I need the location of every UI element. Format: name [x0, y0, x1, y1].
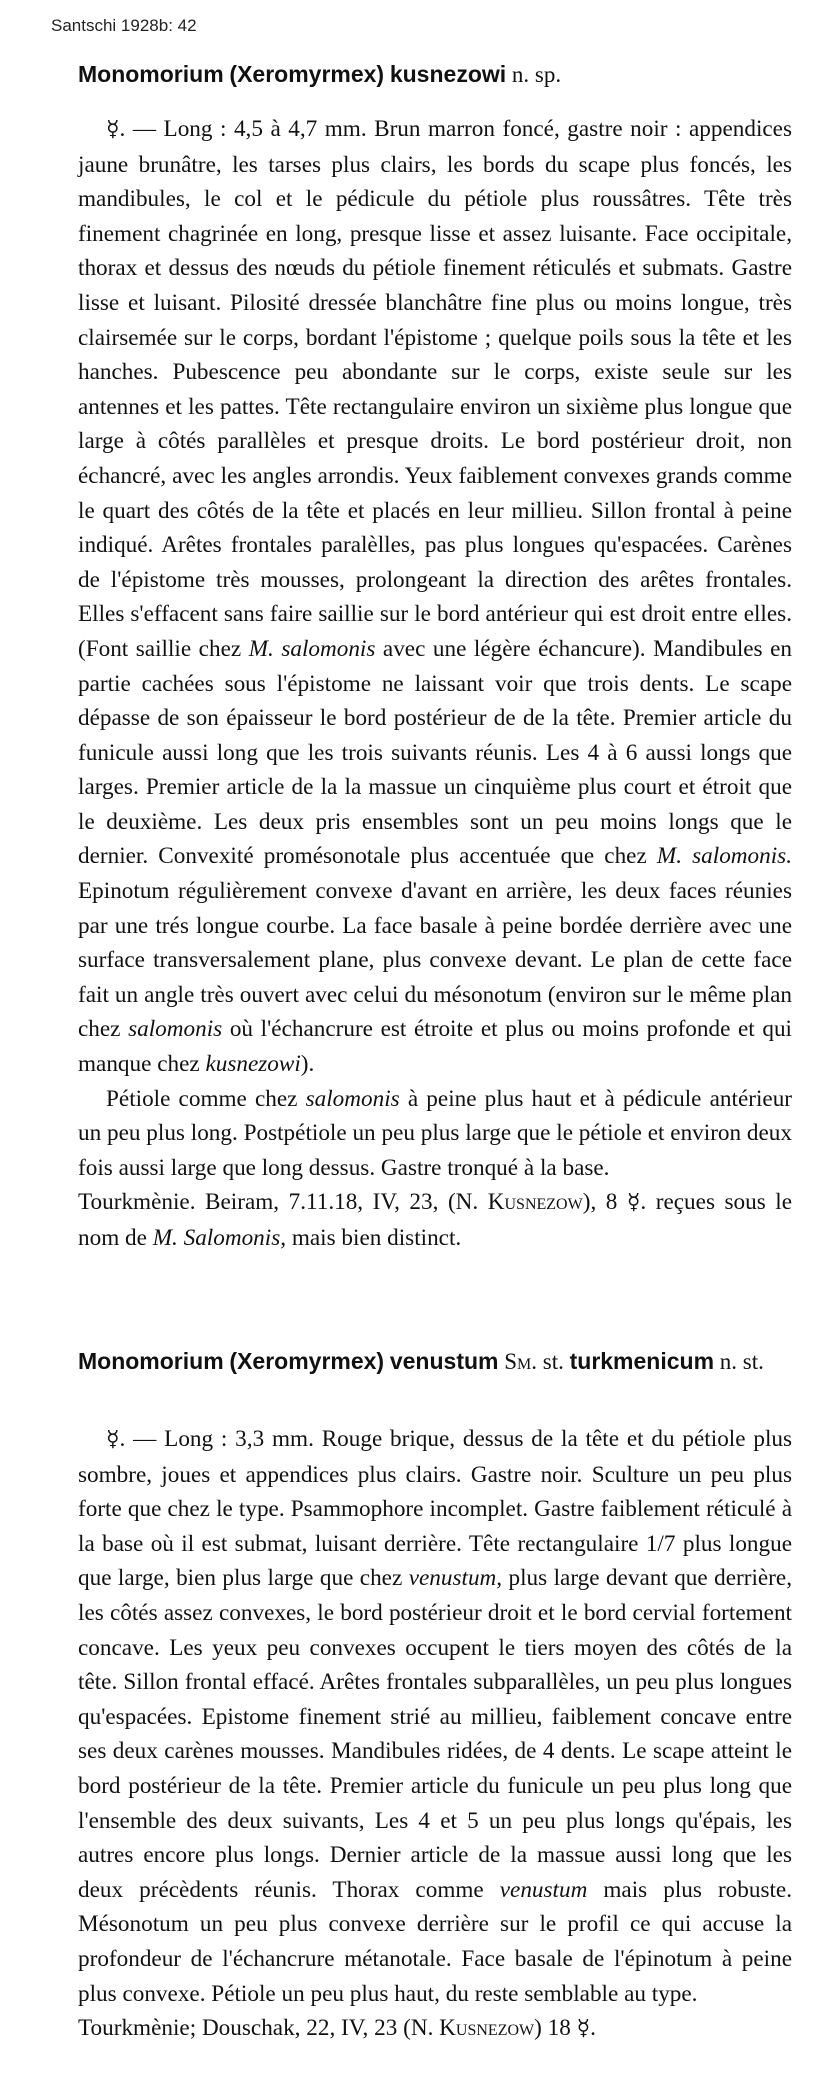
worker-symbol: ☿ [106, 117, 120, 142]
species2-genus: Monomorium [78, 1348, 224, 1374]
species1-desc-b: avec une légère échancure). Mandibules en partie cachées sous l'épistome ne laissant voir que trois dents. Le scape dépasse de son épaisseur le bord postérieur de de la tête. Premier article du funicule aussi long que les trois suivants réunis. Les 4 à 6 aussi longs que larges. Premier article de la la massue un cinquième plus court et étroit que le deuxième. Les deux pris ensembles sont un peu moins longs que le dernier. Convexité promésonotale plus accentuée que chez [78, 635, 793, 870]
species2-desc-i1: venustum, [408, 1565, 503, 1592]
species1-desc-i4: kusnezowi [205, 1051, 301, 1078]
species1-collector: Kusnezow [487, 1189, 583, 1216]
worker-symbol: ☿ [576, 2016, 591, 2042]
species1-heading [78, 58, 792, 91]
species1-desc-c: Epinotum régulièrement convexe d'avant en arrière, les deux faces réunies par une trés longue courbe. La face basale à peine bordée derrière avec une surface transversalement plane, plus convexe devant. Le plan de cette face fait un angle très ouvert avec celui du mésonotum (environ sur le même plan chez [78, 878, 792, 1043]
species2-desc-b: plus large devant que derrière, les côtés assez convexes, le bord postérieur droit et le bord cervial fortement concave. Les yeux peu convexes occupent le tiers moyen des côtés de la tête. Sillon frontal effacé. Arêtes frontales subparallèles, un peu plus longues qu'espacées. Epistome finement strié au millieu, faiblement concave entre ses deux carènes mousses. Mandibules ridées, de 4 dents. Le scape atteint le bord postérieur de la tête. Premier article du funicule un peu plus long que l'ensemble des deux suivants, Les 4 et 5 un peu plus longs qu'épais, les autres encore plus longs. Dernier article de la massue aussi long que les deux précèdents réunis. Thorax comme [78, 1565, 792, 1903]
species2-subgenus: (Xeromyrmex) [229, 1348, 385, 1374]
species2-block [78, 1345, 792, 1378]
species1-desc-d: où l'échancrure est étroite et plus ou moins profonde et qui manque chez [78, 1016, 793, 1078]
species2-locality-b: ) 18 [534, 2015, 571, 2042]
species2-description-block [78, 1422, 792, 2047]
species1-petiole-a: Pétiole comme chez [106, 1085, 298, 1112]
citation: Santschi 1928b: 42 [51, 16, 197, 35]
species1-desc-i3: salomonis [128, 1016, 223, 1043]
worker-symbol: ☿ [106, 1427, 120, 1452]
species1-locality [78, 1185, 792, 1255]
species1-locality-i: M. Salomonis, [152, 1225, 287, 1251]
species2-author: Sm. [504, 1349, 538, 1374]
species2-desc-a: . — Long : 3,3 mm. Rouge brique, dessus de la tête et du pétiole plus sombre, joues et appendices plus clairs. Gastre noir. Sculture un peu plus forte que chez le type. Psammophore incomplet. Gastre faiblement réticulé à la base où il est submat, luisant derrière. Tête rectangulaire 1/7 plus longue que large, bien plus large que chez [78, 1426, 792, 1592]
species1-desc-e: ). [300, 1051, 315, 1078]
species1-petiole-b: à peine plus haut et à pédicule antérieur un peu plus long. Postpétiole un peu plus large que le pétiole et environ deux fois aussi large que long dessus. Gastre tronqué à la base. [78, 1085, 793, 1181]
species2-epithet: venustum [389, 1348, 499, 1374]
species2-collector: Kusnezow [439, 2015, 535, 2042]
species1-description [78, 112, 792, 1082]
species2-heading [78, 1345, 792, 1378]
species2-desc-c: mais plus robuste. Mésonotum un peu plus convexe derrière sur le profil ce qui accuse la profondeur de l'échancrure métanotale. Face basale de l'épinotum à peine plus convexe. Pétiole un peu plus haut, du reste semblable au type. [78, 1876, 793, 2007]
species2-locality-c: . [590, 2015, 596, 2042]
species1-description-block [78, 112, 792, 1256]
species1-locality-b: ), 8 [582, 1189, 618, 1216]
species1-status: n. sp. [511, 62, 562, 87]
species1-locality-e: mais bien distinct. [291, 1225, 462, 1251]
species1-desc-a: . — Long : 4,5 à 4,7 mm. Brun marron foncé, gastre noir : appendices jaune brunâtre, les tarses plus clairs, les bords du scape plus foncés, les mandibules, le col et le pédicule du pétiole plus roussâtres. Tête très finement chagrinée en long, presque lisse et assez luisante. Face occipitale, thorax et dessus des nœuds du pétiole finement réticulés et submats. Gastre lisse et luisant. Pilosité dressée blanchâtre fine plus ou moins longue, très clairsemée sur le corps, bordant l'épistome ; quelque poils sous la tête et les hanches. Pubescence peu abondante sur le corps, existe seule sur les antennes et les pattes. Tête rectangulaire environ un sixième plus longue que large à côtés parallèles et presque droits. Le bord postérieur droit, non échancré, avec les angles arrondis. Yeux faiblement convexes grands comme le quart des côtés de la tête et placés en leur millieu. Sillon frontal à peine indiqué. Arêtes frontales paralèlles, pas plus longues qu'espacées. Carènes de l'épistome très mousses, prolongeant la direction des arêtes frontales. Elles s'effacent sans faire saillie sur le bord antérieur qui est droit entre elles. (Font saillie chez [78, 116, 792, 662]
species2-status: n. st. [719, 1349, 764, 1374]
species1-epithet: kusnezowi [389, 61, 507, 87]
species1-locality-d: reçues sous le nom de [78, 1189, 792, 1251]
species1-genus: Monomorium [78, 61, 224, 87]
species1-subgenus: (Xeromyrmex) [229, 61, 385, 87]
species1-locality-c: . [640, 1189, 647, 1216]
worker-symbol: ☿ [626, 1190, 641, 1216]
species1-desc-i2: M. salomonis. [656, 843, 792, 870]
species2-locality-a: Tourkmènie; Douschak, 22, IV, 23 (N. [78, 2015, 434, 2042]
species2-description [78, 1422, 792, 2011]
species2-subspecies: turkmenicum [569, 1348, 715, 1374]
species1-petiole [78, 1082, 792, 1186]
species2-locality [78, 2011, 792, 2047]
species2-desc-i2: venustum [499, 1876, 588, 1903]
species1-desc-i1: M. salomonis [248, 635, 376, 662]
species1-locality-a: Tourkmènie. Beiram, 7.11.18, IV, 23, (N. [78, 1189, 479, 1216]
species2-rank: st. [542, 1349, 564, 1374]
species1-block [78, 58, 792, 91]
species1-petiole-i: salomonis [305, 1085, 400, 1112]
